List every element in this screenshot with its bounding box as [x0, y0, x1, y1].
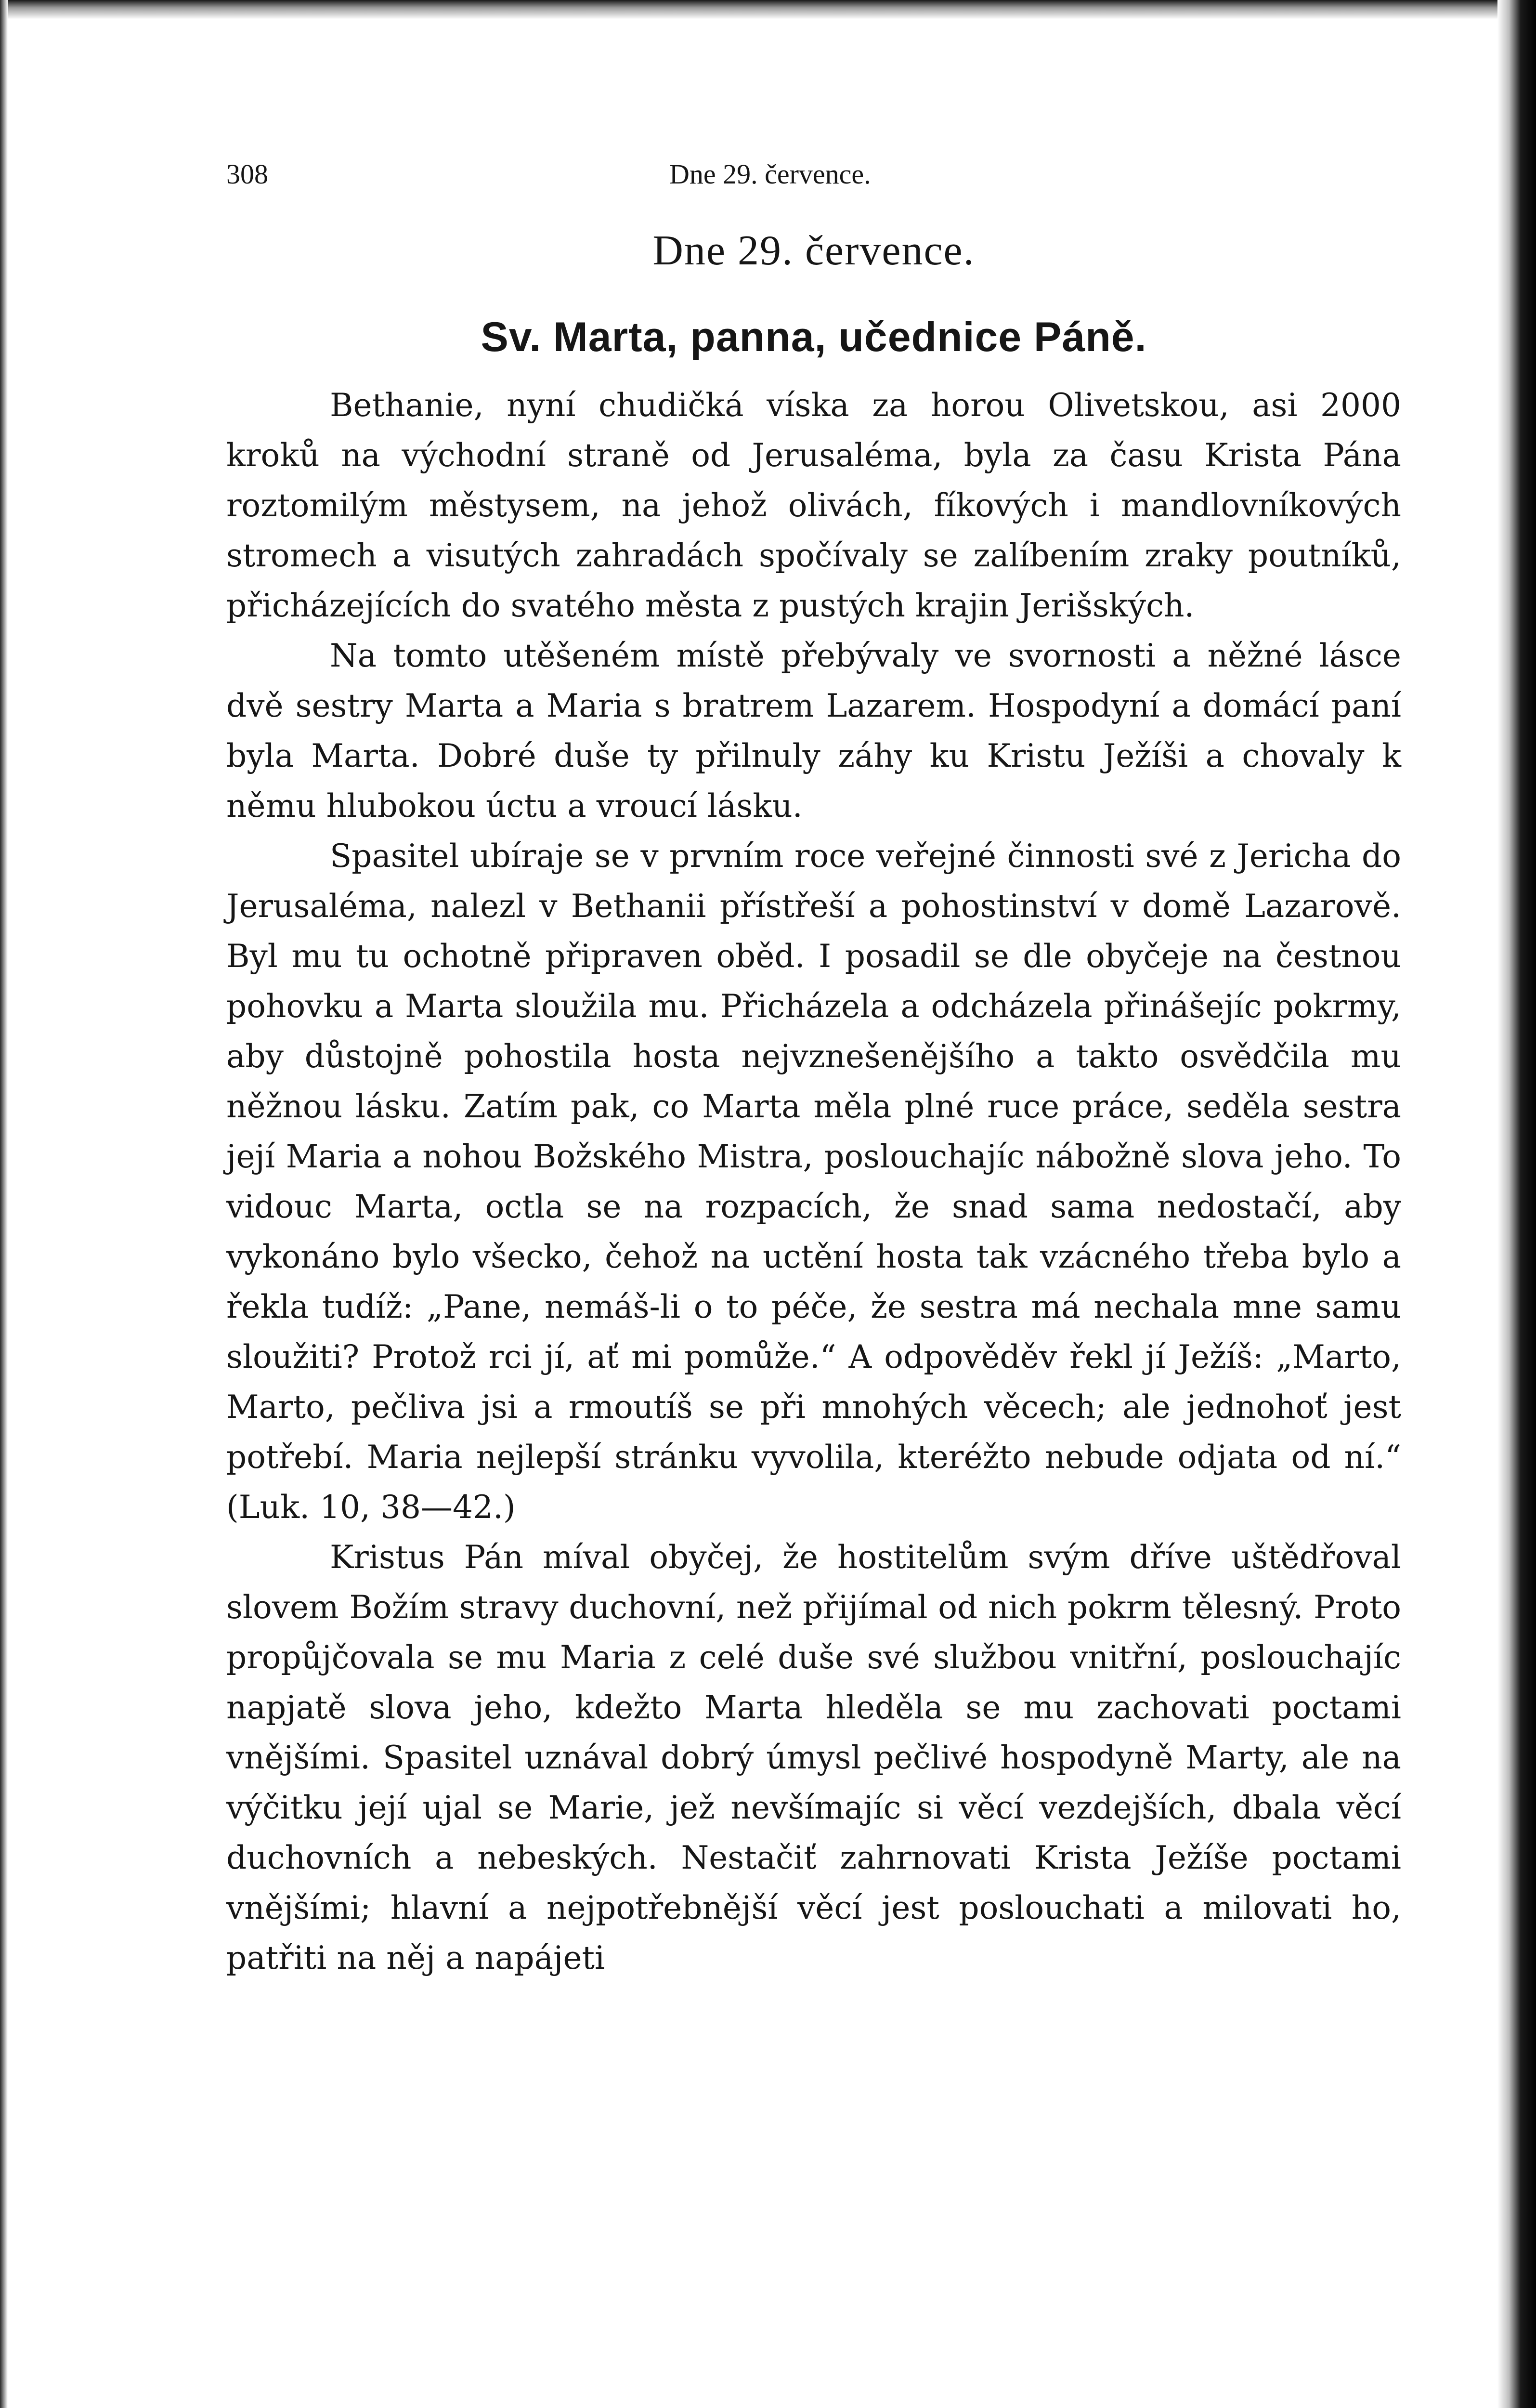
running-title: Dne 29. července. — [669, 158, 871, 190]
scan-edge-right — [1497, 0, 1536, 2408]
running-head — [226, 144, 1401, 202]
scan-edge-left — [0, 0, 8, 2408]
scan-edge-top — [0, 0, 1536, 19]
paragraph-1: Bethanie, nyní chudičká víska za horou Olivetskou, asi 2000 kroků na východní straně od Jerusaléma, byla za času Krista Pána roztomilým městysem, na jehož olivách, fíkových i mandlovníkových stromech a visutých zahradách spočívaly se zalíbením zraky poutníků, přicházejících do svatého města z pustých krajin Jerišských. — [226, 387, 1401, 624]
body-text — [226, 380, 1401, 1983]
saint-heading: Sv. Marta, panna, učednice Páně. — [481, 314, 1147, 360]
date-heading: Dne 29. července. — [652, 227, 975, 274]
paragraph-3: Spasitel ubíraje se v prvním roce veřejné činnosti své z Jericha do Jerusaléma, nalezl v Bethanii přístřeší a pohostinství v domě Lazarově. Byl mu tu ochotně připraven oběd. I posadil se dle obyčeje na čestnou pohovku a Marta sloužila mu. Přicházela a odcházela přinášejíc pokrmy, aby důstojně pohostila hosta nejvznešenějšího a takto osvědčila mu něžnou lásku. Zatím pak, co Marta měla plné ruce práce, seděla sestra její Maria a nohou Božského Mistra, poslouchajíc nábožně slova jeho. To vidouc Marta, octla se na rozpacích, že snad sama nedostačí, aby vykonáno bylo všecko, čehož na uctění hosta tak vzácného třeba bylo a řekla tudíž: „Pane, nemáš-li o to péče, že sestra má nechala mne samu sloužiti? Protož rci jí, ať mi pomůže.“ A odpověděv řekl jí Ježíš: „Marto, Marto, pečliva jsi a rmoutíš se při mnohých věcech; ale jednohoť jest potřebí. Maria nejlepší stránku vyvolila, kteréžto nebude odjata od ní.“ (Luk. 10, 38—42.) — [226, 838, 1401, 1526]
page-number: 308 — [226, 158, 268, 190]
paragraph-2: Na tomto utěšeném místě přebývaly ve svornosti a něžné lásce dvě sestry Marta a Maria s bratrem Lazarem. Hospodyní a domácí paní byla Marta. Dobré duše ty přilnuly záhy ku Kristu Ježíši a chovaly k němu hlubokou úctu a vroucí lásku. — [226, 637, 1401, 824]
book-page — [226, 144, 1401, 1983]
paragraph-4: Kristus Pán míval obyčej, že hostitelům svým dříve uštědřoval slovem Božím stravy duchovní, než přijímal od nich pokrm tělesný. Proto propůjčovala se mu Maria z celé duše své službou vnitřní, poslouchajíc napjatě slova jeho, kdežto Marta hleděla se mu zachovati poctami vnějšími. Spasitel uznával dobrý úmysl pečlivé hospodyně Marty, ale na výčitku její ujal se Marie, jež nevšímajíc si věcí vezdejších, dbala věcí duchovních a nebeských. Nestačiť zahrnovati Krista Ježíše poctami vnějšími; hlavní a nejpotřebnější věcí jest poslouchati a milovati ho, patřiti na něj a napájeti — [226, 1539, 1401, 1976]
